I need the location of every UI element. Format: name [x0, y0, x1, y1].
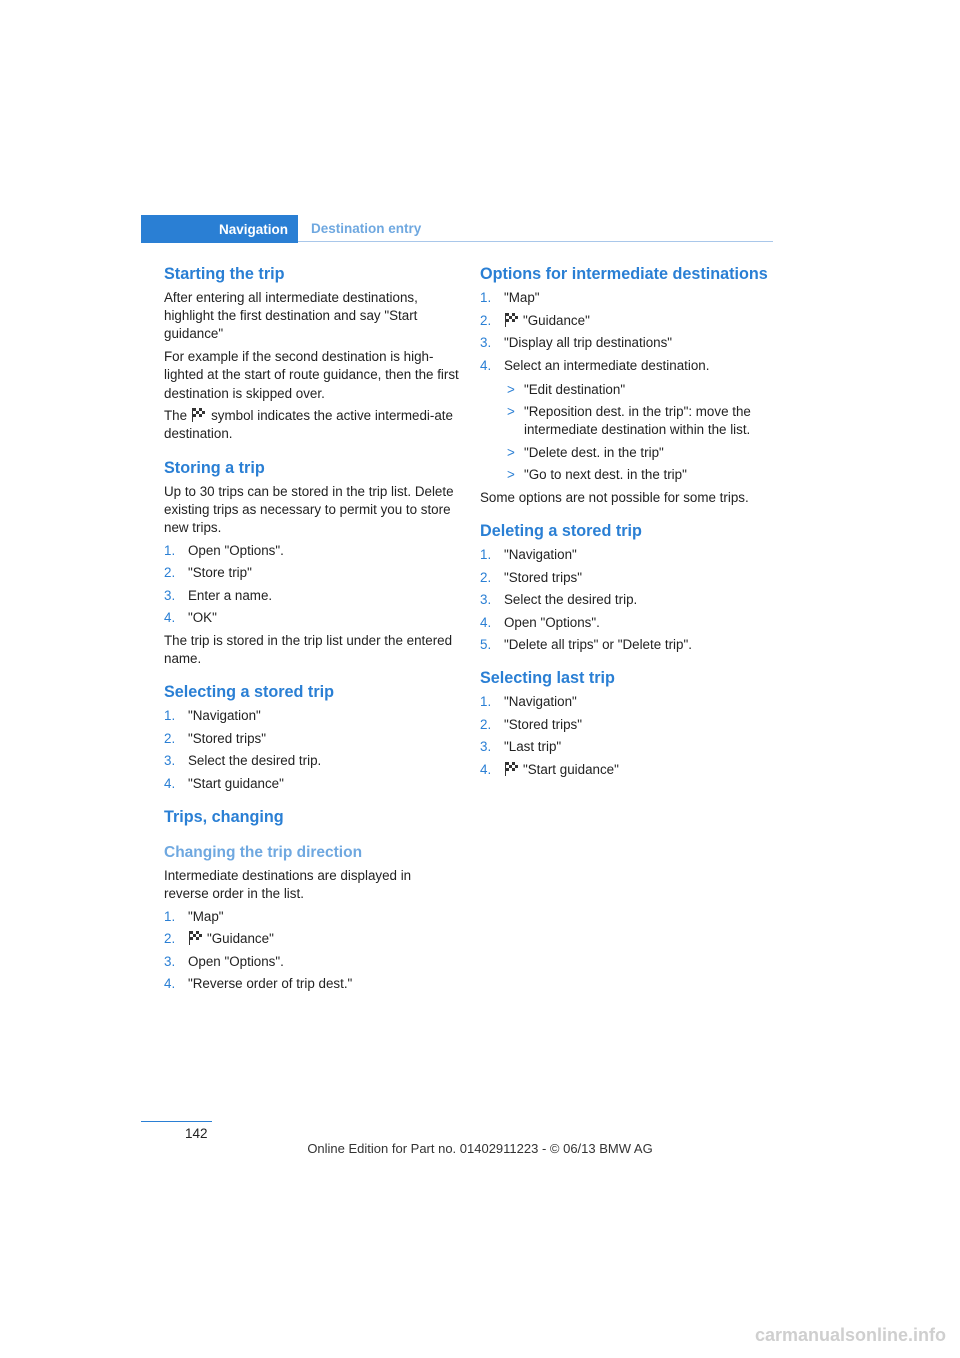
paragraph: Intermediate destinations are displayed in reverse order in the list. — [164, 867, 412, 902]
sub-list-item — [504, 403, 773, 439]
edition-footer: Online Edition for Part no. 01402911223 - © 06/13 BMW AG — [307, 1141, 653, 1156]
heading-deleting-stored-trip: Deleting a stored trip — [480, 522, 642, 541]
list-item — [164, 564, 459, 582]
step-text: "Display all trip destinations" — [504, 335, 673, 350]
text-fragment: symbol indicates the active intermedi-ate destination. — [164, 408, 453, 442]
list-item — [164, 542, 459, 560]
step-number: 2. — [164, 565, 176, 581]
list-item — [480, 636, 773, 654]
step-number: 2. — [480, 569, 492, 585]
sub-item-text: "Edit destination" — [524, 381, 626, 397]
steps-list — [164, 707, 459, 793]
step-text: "Store trip" — [188, 565, 252, 581]
list-item — [164, 730, 459, 748]
sub-list-item — [504, 381, 773, 399]
list-item — [164, 587, 459, 605]
checkered-flag-icon — [188, 931, 204, 945]
list-item — [480, 546, 773, 564]
step-number: 3. — [164, 753, 176, 769]
step-text: "Stored trips" — [504, 569, 582, 585]
step-text: Open "Options". — [188, 953, 284, 969]
list-item — [164, 930, 459, 948]
step-number: 1. — [480, 290, 492, 305]
step-number: 2. — [164, 931, 176, 947]
step-text: "Delete all trips" or "Delete trip". — [504, 637, 692, 653]
sub-list-item — [504, 444, 773, 462]
step-number: 1. — [480, 547, 492, 563]
list-item — [164, 707, 459, 725]
arrow-bullet-icon: > — [507, 381, 515, 397]
heading-starting-trip: Starting the trip — [164, 265, 285, 283]
paragraph-flag-note — [164, 407, 459, 443]
step-number: 1. — [164, 542, 176, 558]
step-number: 1. — [480, 694, 492, 710]
list-item — [164, 752, 459, 770]
step-text: "Start guidance" — [188, 775, 284, 791]
section-selecting-last-trip — [480, 668, 773, 779]
section-deleting-stored-trip — [480, 521, 773, 654]
paragraph: Some options are not possible for some trips. — [480, 489, 749, 505]
heading-selecting-stored-trip: Selecting a stored trip — [164, 683, 335, 702]
list-item — [480, 761, 773, 779]
step-number: 1. — [164, 908, 176, 924]
steps-list — [480, 289, 773, 485]
step-number: 3. — [164, 953, 176, 969]
arrow-bullet-icon: > — [507, 444, 515, 460]
checkered-flag-icon — [191, 408, 207, 422]
paragraph: The trip is stored in the trip list under the entered name. — [164, 632, 453, 666]
step-text: Open "Options". — [188, 542, 284, 558]
list-item — [480, 334, 773, 352]
step-text: Enter a name. — [188, 587, 273, 603]
step-number: 2. — [164, 730, 176, 746]
page-header — [141, 215, 773, 243]
list-item — [480, 312, 773, 330]
step-text: "Start guidance" — [523, 761, 619, 777]
step-number: 1. — [164, 708, 176, 724]
text-fragment: The — [164, 408, 188, 424]
list-item — [480, 716, 773, 734]
step-text: "Stored trips" — [188, 730, 266, 746]
sub-item-text: "Delete dest. in the trip" — [524, 444, 664, 460]
step-text: Select the desired trip. — [188, 753, 322, 769]
section-trips-changing — [164, 807, 459, 994]
arrow-bullet-icon: > — [507, 404, 515, 420]
step-text: "OK" — [188, 610, 217, 626]
steps-list — [164, 908, 459, 994]
step-number: 3. — [164, 587, 176, 603]
left-column — [164, 264, 459, 1007]
section-storing-trip — [164, 458, 459, 669]
sub-item-text: "Go to next dest. in the trip" — [524, 467, 687, 483]
step-number: 5. — [480, 637, 492, 653]
list-item — [480, 289, 773, 307]
step-text: "Guidance" — [207, 931, 274, 947]
right-column — [480, 264, 773, 793]
paragraph: After entering all intermediate destinations, highlight the first destination and say "Start guidance" — [164, 290, 418, 342]
step-text: "Navigation" — [504, 547, 577, 563]
step-text: "Stored trips" — [504, 716, 582, 732]
list-item — [164, 609, 459, 627]
checkered-flag-icon — [504, 313, 520, 327]
list-item — [480, 738, 773, 756]
list-item — [480, 357, 773, 485]
step-number: 3. — [480, 592, 492, 608]
step-text: Select an intermediate destination. — [504, 357, 710, 373]
step-text: "Reverse order of trip dest." — [188, 976, 353, 992]
sub-options-list — [504, 381, 773, 485]
watermark: carmanualsonline.info — [754, 1325, 946, 1345]
page-number: 142 — [185, 1126, 208, 1141]
list-item — [164, 775, 459, 793]
steps-list — [480, 546, 773, 654]
step-number: 4. — [164, 976, 176, 992]
heading-trips-changing: Trips, changing — [164, 807, 284, 826]
heading-storing-trip: Storing a trip — [164, 458, 265, 477]
step-text: "Navigation" — [504, 694, 577, 710]
step-number: 4. — [480, 357, 492, 373]
step-number: 3. — [480, 335, 492, 350]
section-tab-navigation: Navigation — [141, 215, 298, 243]
section-tab-destination-entry: Destination entry — [311, 221, 422, 236]
list-item — [480, 614, 773, 632]
steps-list — [164, 542, 459, 628]
step-text: Select the desired trip. — [504, 592, 638, 608]
step-number: 4. — [480, 614, 492, 630]
step-text: "Guidance" — [523, 312, 590, 328]
list-item — [164, 975, 459, 993]
paragraph: Up to 30 trips can be stored in the trip list. Delete existing trips as necessary to permit you to store new trips. — [164, 483, 454, 536]
steps-list — [480, 693, 773, 779]
step-text: "Navigation" — [188, 708, 261, 724]
page-number-rule — [141, 1121, 212, 1122]
list-item — [164, 953, 459, 971]
step-number: 2. — [480, 312, 492, 328]
list-item — [480, 591, 773, 609]
list-item — [164, 908, 459, 926]
paragraph: For example if the second destination is high-lighted at the start of route guidance, then the first destination is skipped over. — [164, 349, 459, 401]
step-text: "Map" — [504, 290, 540, 305]
section-intermediate-options — [480, 264, 773, 507]
heading-intermediate-options: Options for intermediate destinations — [480, 265, 768, 283]
step-number: 4. — [164, 775, 176, 791]
step-text: "Last trip" — [504, 739, 562, 755]
list-item — [480, 693, 773, 711]
heading-selecting-last-trip: Selecting last trip — [480, 669, 615, 688]
section-selecting-stored-trip — [164, 682, 459, 793]
arrow-bullet-icon: > — [507, 467, 515, 483]
header-divider — [298, 241, 773, 242]
sub-item-text: "Reposition dest. in the trip": move the intermediate destination within the list. — [524, 404, 751, 438]
sub-list-item — [504, 466, 773, 484]
list-item — [480, 569, 773, 587]
checkered-flag-icon — [504, 762, 520, 776]
step-number: 3. — [480, 739, 492, 755]
step-text: Open "Options". — [504, 614, 600, 630]
step-number: 4. — [164, 610, 176, 626]
section-starting-trip — [164, 264, 459, 444]
subheading-changing-direction: Changing the trip direction — [164, 843, 363, 861]
step-text: "Map" — [188, 908, 224, 924]
step-number: 4. — [480, 761, 492, 777]
step-number: 2. — [480, 716, 492, 732]
